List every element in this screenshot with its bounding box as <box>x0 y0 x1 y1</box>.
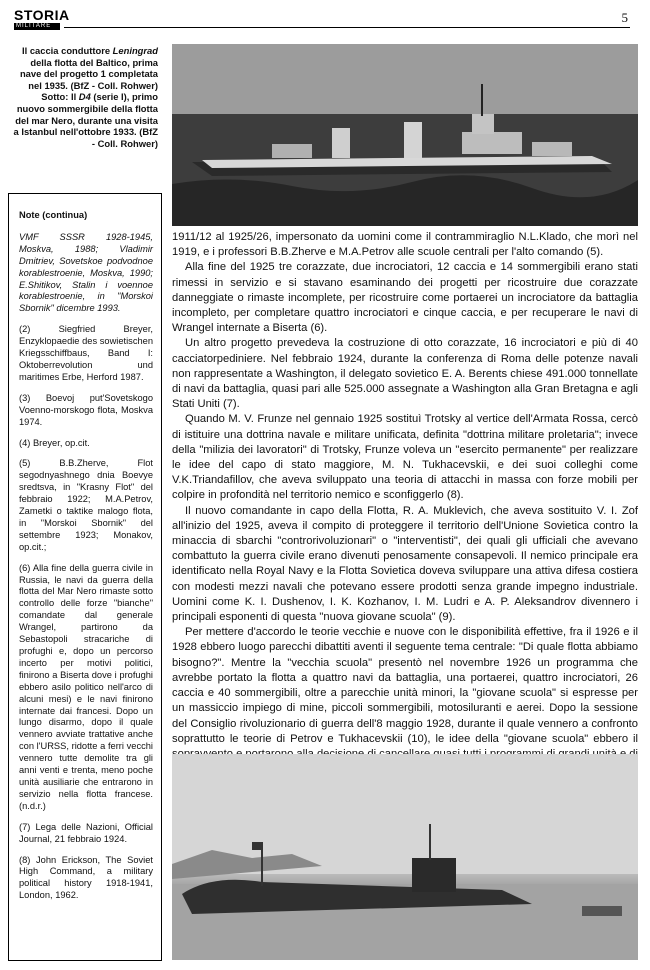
article-paragraph: Quando M. V. Frunze nel gennaio 1925 sostituì Trotsky al vertice dell'Armata Rossa, cercò di istituire una dottrina navale e militare unificata, definita "dottrina militare proletaria"; invece della "milizia dei lavoratori" di Trotsky, Frunze voleva un "esercito permanente" per realizzare le idee del capo di stato maggiore, M. N. Tukhacevskii, e dei suoi colleghi come V.K.Triandafillov, che aveva sviluppato una teoria di attacchi in massa con forze mobili per colpire in profondità nel territorio nemico e sconfiggerlo (8). <box>172 413 638 502</box>
destroyer-illustration <box>172 44 638 226</box>
caption-part-3: (serie I), primo nuovo sommergibile della flotta del mar Nero, durante una visita a Istanbul nell'ottobre 1933. (BfZ - Coll. Rohwer) <box>13 91 158 149</box>
article-paragraph: Alla fine del 1925 tre corazzate, due incrociatori, 12 caccia e 14 sommergibili erano stati rimessi in servizio e si stavano esaminando dei progetti per ricostruire due corazzate danneggiate o rimaste incomplete, per ricostruire come portaerei un incrociatore da battaglia incompleto, per completare quattro incrociatori e cinque caccia, e per recuperare le navi di Wrangel internate a Biserta (6). <box>172 261 638 335</box>
magazine-logo <box>14 7 70 30</box>
article-paragraph: Un altro progetto prevedeva la costruzione di otto corazzate, 16 incrociatori e più di 40 cacciatorpediniere. Nel febbraio 1924, durante la conferenza di Roma delle potenze navali non rappresentate a Washington, il delegato sovietico E. A. Berents chiese 491.000 tonnellate di navi da battaglia, quasi pari alle 525.000 assegnate a Washington alla Gran Bretagna e agli Stati Uniti (7). <box>172 337 638 411</box>
note-item: (8) John Erickson, The Soviet High Command, a military political history 1918-1941, London, 1962. <box>19 854 153 901</box>
notes-box <box>8 193 162 961</box>
article-paragraph: Il nuovo comandante in capo della Flotta, R. A. Muklevich, che aveva sostituito V. I. Zof all'inizio del 1925, aveva il compito di proteggere il territorio dell'Unione Sovietica contro la minaccia di sbarchi "controrivoluzionari" o "interventisti", dei quali gli ufficiali che avevano combattuto la guerra civile erano divenuti penosamente consapevoli. Il nemico principale era identificato nella Royal Navy e la Flotta Sovietica doveva sviluppare una attiva difesa costiera con modesti mezzi navali che potevano essere prodotti senza grande impegno industriale. Uomini come K. I. Dushenov, I. K. Kozhanov, I. M. Ludri e A. P. Aleksandrov divennero i principali esponenti di questa "nuova giovane scuola" (9). <box>172 504 638 624</box>
logo-storia: STORIA <box>14 7 70 23</box>
notes-title: Note (continua) <box>19 210 88 220</box>
article-paragraph: Per mettere d'accordo le teorie vecchie e nuove con le disponibilità effettive, fra il 1926 e il 1928 ebbero luogo parecchi dibattiti aventi il seguente tema centrale: "Di quale flotta abbiamo bisogno?". Mentre la "vecchia scuola" presentò nel novembre 1926 un programma che avrebbe portato la flotta a quattro navi da battaglia, una portaerei, quattro incrociatori, 26 caccia e 40 sommergibili, oltre a parecchie unità minori, la "giovane scuola" si espresse per un massiccio impiego di mine, piccoli sommergibili, motosiluranti e aerei. Dopo la sessione del Consiglio rivoluzionario di guerra dell'8 maggio 1928, durante il quale vennero a confronto soprattutto le teorie di Petrov e Tukhacevskii (10), le idee della "giovane scuola" ebbero il <box>172 626 638 745</box>
note-item: (3) Boevoj put'Sovetskogo Voenno-morskogo flota, Moskva 1974. <box>19 392 153 427</box>
header-rule <box>64 27 630 28</box>
submarine-illustration <box>172 754 638 960</box>
page-number: 5 <box>621 10 628 25</box>
destroyer-photo <box>172 44 638 226</box>
caption-part-1: Il caccia conduttore <box>22 45 113 56</box>
caption-part-2: della flotta del Baltico, prima nave del progetto 1 completata nel 1935. (BfZ - Coll. Rohwer) Sotto: Il <box>19 56 158 103</box>
logo-militare: MILITARE <box>14 23 60 30</box>
note-item: (6) Alla fine della guerra civile in Russia, le navi da guerra della flotta del Mar Nero rimaste sotto controllo delle forze "bianche" comandate dal generale Wrangel, partirono da Sebastopoli stracariche di profughi e, dopo un percorso incerto per motivi politici, finirono a Biserta dove i profughi ebbero asilo politico nell'arco di alcuni mesi) e le navi finirono internate dai francesi. Dopo un lungo disarmo, dopo il quale vennero avviate trattative anche con l'URSS, ridotte a ferri vecchi vennero tutte demolite tra gli anni venti e trenta, meno poche unità ausiliarie che entrarono in servizio nella flotta francese. (n.d.r.) <box>19 562 153 811</box>
note-item: (7) Lega delle Nazioni, Official Journal, 21 febbraio 1924. <box>19 821 153 844</box>
note-item: (2) Siegfried Breyer, Enzyklopaedie des sowietischen Kriegsschiffbaus, Band I: Oktoberrevolution und maritimes Erbe, Herford 1987. <box>19 324 153 382</box>
article-body <box>172 230 638 793</box>
article-paragraph: 1911/12 al 1925/26, impersonato da uomini come il contrammiraglio N.L.Klado, che morì nel 1919, e i professori B.B.Zherve e M.A.Petrov alle scuole centrali per l'alto comando (5). <box>172 231 638 259</box>
note-item: VMF SSSR 1928-1945, Moskva, 1988; Vladimir Dmitriev, Sovetskoe podvodnoe korablestroenie, Moskva, 1990; E.Shitikov, Stalin i voennoe korablestroenie, in "Morskoi Sbornik" dicembre 1993. <box>19 231 153 314</box>
note-item: (5) B.B.Zherve, Flot segodnyashnego dnia Boevye sredtsva, in "Krasny Flot" del febbraio 1922; M.A.Petrov, Zametki o taktike malogo flota, in "Morskoi Sbornik" del settembre 1923; Monakov, op.cit.; <box>19 458 153 552</box>
caption-ship-name: Leningrad <box>112 45 158 56</box>
note-item: (4) Breyer, op.cit. <box>19 437 90 448</box>
caption-sub-name: D4 <box>78 91 91 103</box>
photo-caption <box>12 45 158 149</box>
submarine-photo <box>172 754 638 960</box>
